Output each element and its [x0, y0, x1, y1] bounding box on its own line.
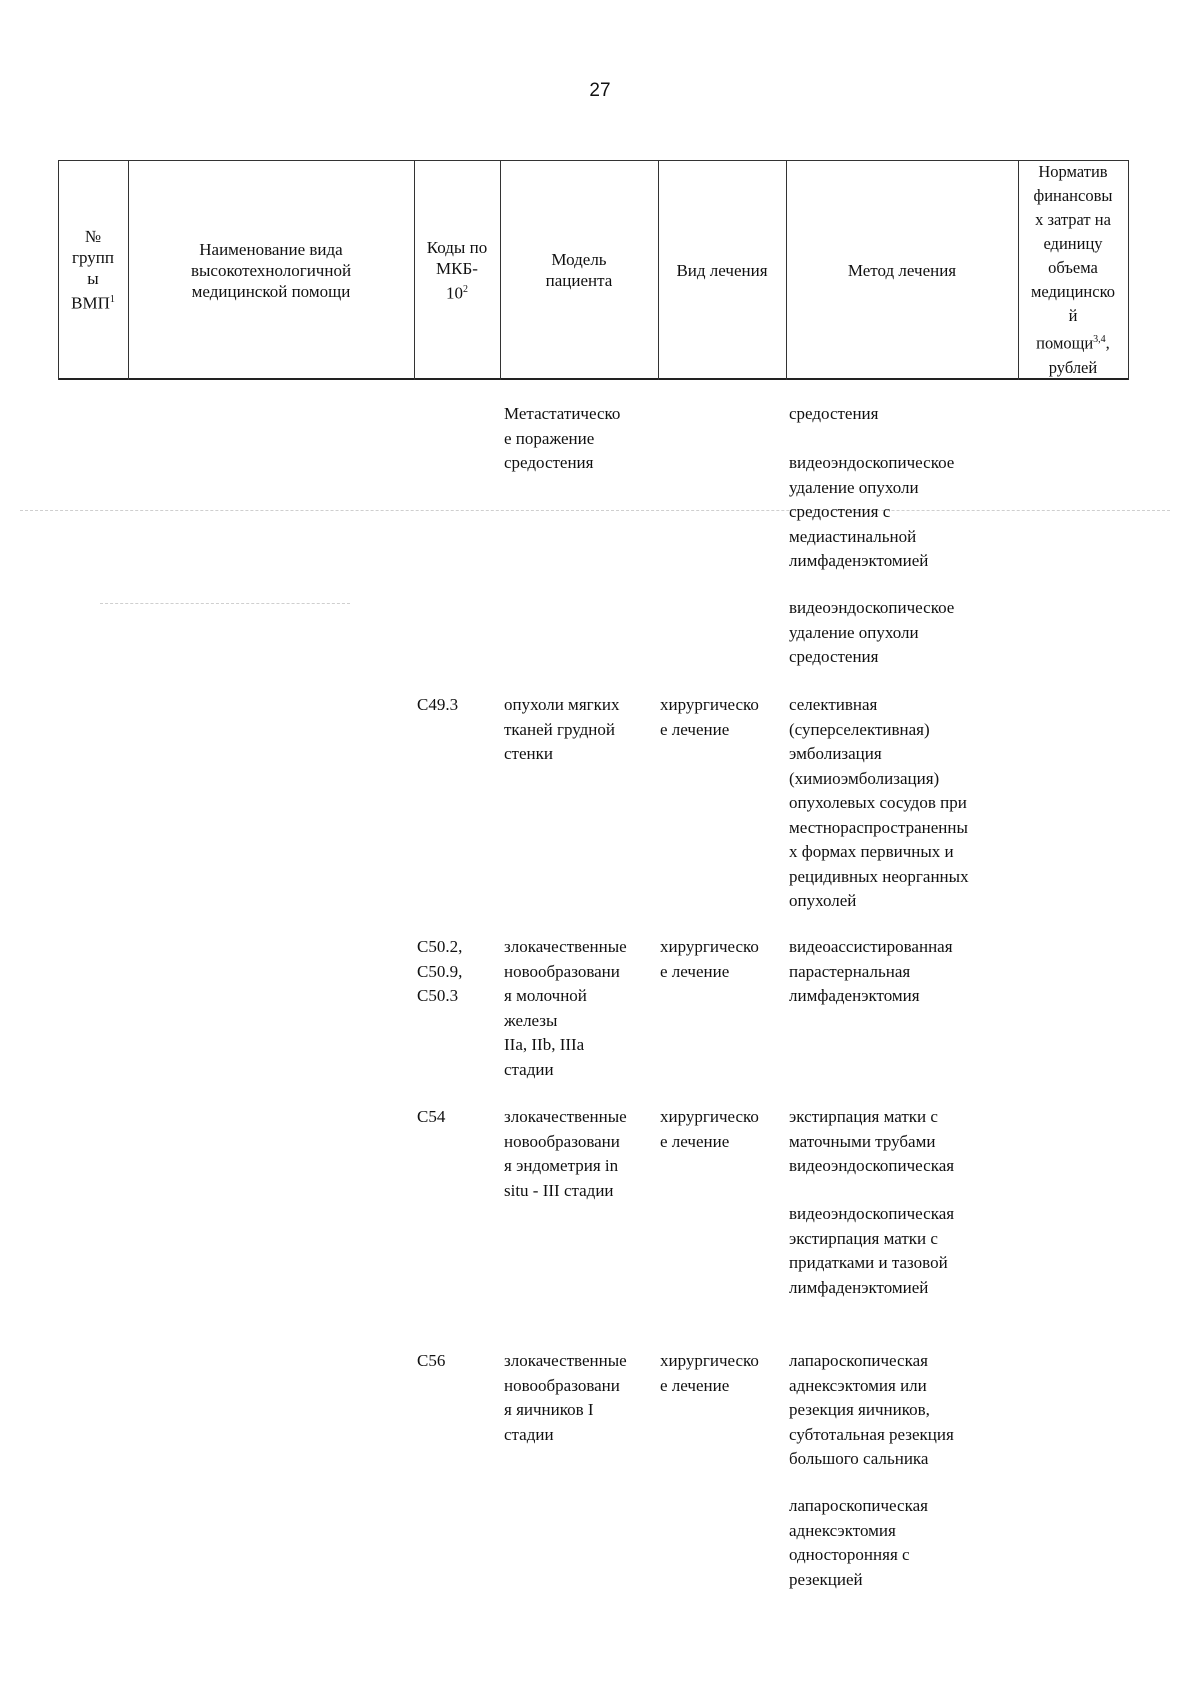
row-4-treatment-type: хирургическо е лечение	[660, 1107, 759, 1151]
header-treatment-type: Вид лечения	[676, 260, 768, 280]
row-3-patient-model: злокачественные новообразовани я молочной железы IIa, IIb, IIIa стадии	[504, 937, 627, 1079]
row-3-icd-codes: C50.2, C50.9, C50.3	[417, 937, 463, 1005]
row-1-method-3: видеоэндоскопическое удаление опухоли средостения	[789, 598, 955, 666]
row-4-method-1: экстирпация матки с маточными трубами видеоэндоскопическая	[789, 1107, 955, 1175]
header-patient-model: Модель пациента	[545, 250, 613, 290]
row-2-patient-model: опухоли мягких тканей грудной стенки	[504, 695, 620, 763]
row-5-treatment-type: хирургическо е лечение	[660, 1351, 759, 1395]
header-treatment-method: Метод лечения	[847, 260, 957, 280]
row-1-method-1: средостения	[789, 404, 879, 423]
row-5-method-1: лапароскопическая аднексэктомия или резекция яичников, субтотальная резекция большого сальника	[789, 1351, 954, 1468]
header-group-number: № групп ы ВМП$^1$	[71, 227, 115, 313]
row-4-patient-model: злокачественные новообразовани я эндометрия in situ - III стадии	[504, 1107, 627, 1200]
row-3-treatment-type: хирургическо е лечение	[660, 937, 759, 981]
page-number: 27	[589, 80, 611, 101]
row-2-icd-code: C49.3	[417, 695, 459, 714]
scan-artifact-line	[20, 510, 1170, 511]
row-4-method-2: видеоэндоскопическая экстирпация матки с придатками и тазовой лимфаденэктомией	[789, 1204, 955, 1297]
row-5-patient-model: злокачественные новообразовани я яичников I стадии	[504, 1351, 627, 1444]
row-5-method-2: лапароскопическая аднексэктомия односторонняя с резекцией	[789, 1496, 928, 1589]
column-divider	[1128, 160, 1129, 380]
row-1-patient-model: Метастатическо е поражение средостения	[504, 404, 621, 472]
row-4-icd-code: C54	[417, 1107, 446, 1126]
header-icd-codes: Коды по МКБ- $10^2$	[426, 237, 488, 303]
scan-artifact-line	[100, 603, 350, 604]
row-5-icd-code: C56	[417, 1351, 446, 1370]
row-2-treatment-type: хирургическо е лечение	[660, 695, 759, 739]
row-2-method-1: селективная (суперселективная) эмболизация (химиоэмболизация) опухолевых сосудов при местнораспространенны х формах первичных и рецидивных неорганных опухолей	[789, 695, 969, 910]
header-care-type: Наименование вида высокотехнологичной медицинской помощи	[190, 239, 352, 301]
row-1-method-2: видеоэндоскопическое удаление опухоли средостения с медиастинальной лимфаденэктомией	[789, 453, 955, 570]
row-3-method-1: видеоассистированная парастернальная лимфаденэктомия	[789, 937, 953, 1005]
header-cost-standard: Норматив финансовы х затрат на единицу объема медицинско й помощи$^{3,4}$, рублей	[1030, 162, 1115, 377]
table-header	[58, 160, 1128, 380]
